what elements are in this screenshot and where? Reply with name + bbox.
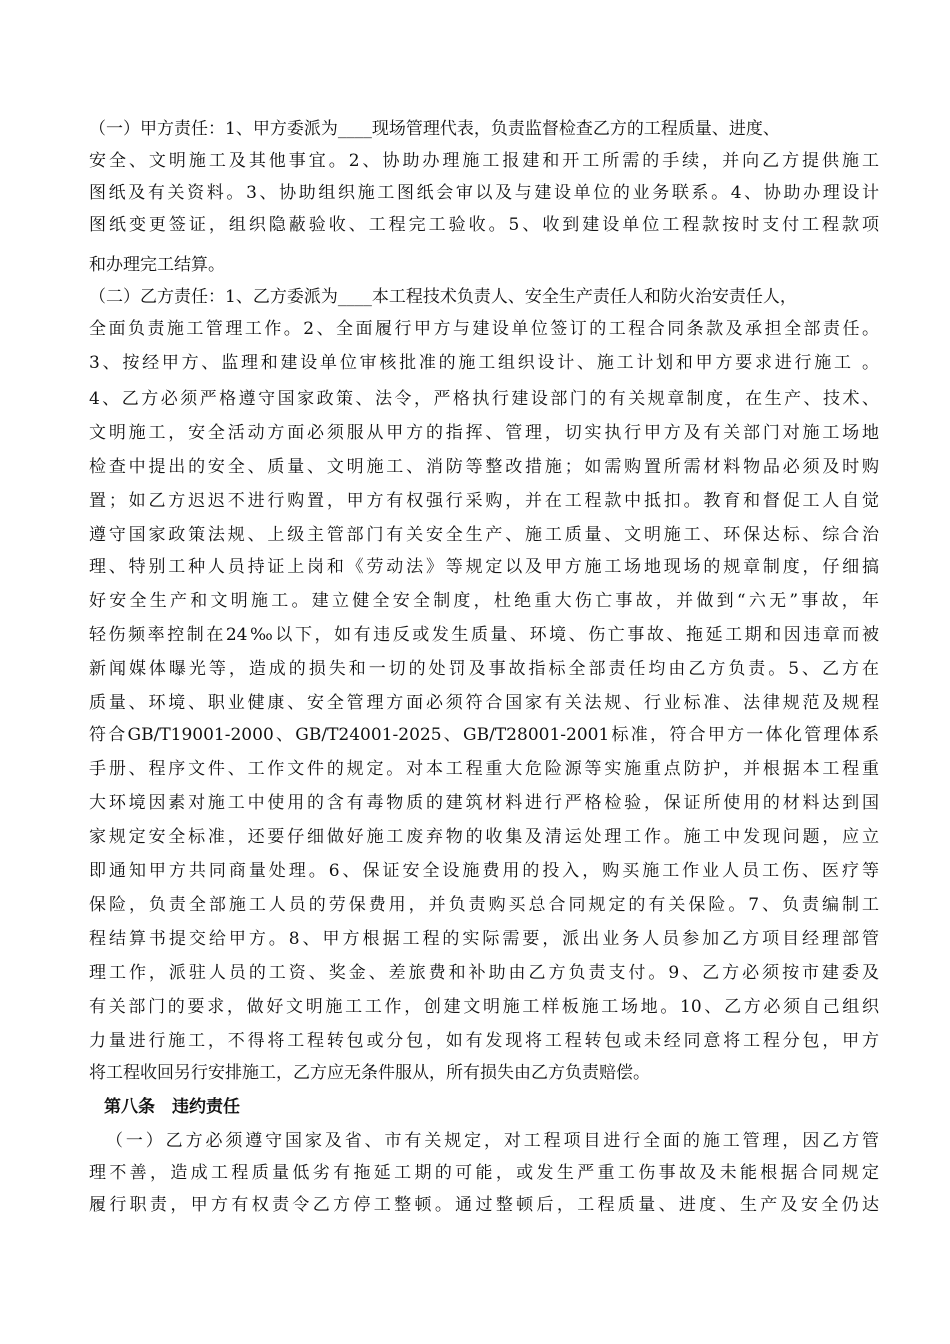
- paragraph-line: 有关部门的要求，做好文明施工工作，创建文明施工样板施工场地。10、乙方必须自己组织: [89, 997, 879, 1017]
- paragraph-line: 全面负责施工管理工作。2、全面履行甲方与建设单位签订的工程合同条款及承担全部责任。: [89, 319, 879, 339]
- paragraph-line: 置；如乙方迟迟不进行购置，甲方有权强行采购，并在工程款中抵扣。教育和督促工人自觉: [89, 491, 879, 511]
- paragraph-line: 遵守国家政策法规、上级主管部门有关安全生产、施工质量、文明施工、环保达标、综合治: [89, 525, 879, 545]
- paragraph-line: （一）甲方责任：1、甲方委派为____现场管理代表，负责监督检查乙方的工程质量、进度、: [89, 119, 780, 139]
- paragraph-line: 手册、程序文件、工作文件的规定。对本工程重大危险源等实施重点防护，并根据本工程重: [89, 759, 879, 779]
- paragraph-line: 4、乙方必须严格遵守国家政策、法令，严格执行建设部门的有关规章制度，在生产、技术、: [89, 389, 879, 409]
- paragraph-line: 轻伤频率控制在24‰以下，如有违反或发生质量、环境、伤亡事故、拖延工期和因违章而被: [89, 625, 879, 645]
- paragraph-line: 图纸变更签证，组织隐蔽验收、工程完工验收。5、收到建设单位工程款按时支付工程款项: [89, 215, 879, 235]
- paragraph-line: （一）乙方必须遵守国家及省、市有关规定，对工程项目进行全面的施工管理，因乙方管: [106, 1131, 879, 1151]
- paragraph-line: 力量进行施工，不得将工程转包或分包，如有发现将工程转包或未经同意将工程分包，甲方: [89, 1031, 879, 1051]
- paragraph-line: 理不善，造成工程质量低劣有拖延工期的可能，或发生严重工伤事故及未能根据合同规定: [89, 1163, 879, 1183]
- paragraph-line: 大环境因素对施工中使用的含有毒物质的建筑材料进行严格检验，保证所使用的材料达到国: [89, 793, 879, 813]
- paragraph-line: 和办理完工结算。: [89, 255, 225, 275]
- paragraph-line: 履行职责，甲方有权责令乙方停工整顿。通过整顿后，工程质量、进度、生产及安全仍达: [89, 1195, 879, 1215]
- paragraph-line: 保险，负责全部施工人员的劳保费用，并负责购买总合同规定的有关保险。7、负责编制工: [89, 895, 879, 915]
- paragraph-line: 将工程收回另行安排施工，乙方应无条件服从，所有损失由乙方负责赔偿。: [89, 1063, 650, 1083]
- article-heading: 第八条 违约责任: [104, 1097, 240, 1117]
- paragraph-line: 理工作，派驻人员的工资、奖金、差旅费和补助由乙方负责支付。9、乙方必须按市建委及: [89, 963, 879, 983]
- paragraph-line: 安全、文明施工及其他事宜。2、协助办理施工报建和开工所需的手续，并向乙方提供施工: [89, 151, 879, 171]
- paragraph-line: 符合GB/T19001-2000、GB/T24001-2025、GB/T28001-2001标准，符合甲方一体化管理体系: [89, 725, 879, 745]
- paragraph-line: 检查中提出的安全、质量、文明施工、消防等整改措施；如需购置所需材料物品必须及时购: [89, 457, 879, 477]
- paragraph-line: 程结算书提交给甲方。8、甲方根据工程的实际需要，派出业务人员参加乙方项目经理部管: [89, 929, 879, 949]
- paragraph-line: 好安全生产和文明施工。建立健全安全制度，杜绝重大伤亡事故，并做到“六无”事故，年: [89, 591, 879, 611]
- paragraph-line: 即通知甲方共同商量处理。6、保证安全设施费用的投入，购买施工作业人员工伤、医疗等: [89, 861, 879, 881]
- paragraph-line: （二）乙方责任：1、乙方委派为____本工程技术负责人、安全生产责任人和防火治安责任人，: [89, 287, 797, 307]
- paragraph-line: 理、特别工种人员持证上岗和《劳动法》等规定以及甲方施工场地现场的规章制度，仔细搞: [89, 557, 879, 577]
- paragraph-line: 质量、环境、职业健康、安全管理方面必须符合国家有关法规、行业标准、法律规范及规程: [89, 693, 879, 713]
- paragraph-line: 图纸及有关资料。3、协助组织施工图纸会审以及与建设单位的业务联系。4、协助办理设计: [89, 183, 879, 203]
- paragraph-line: 3、按经甲方、监理和建设单位审核批准的施工组织设计、施工计划和甲方要求进行施工 。: [89, 353, 879, 373]
- paragraph-line: 家规定安全标准，还要仔细做好施工废弃物的收集及清运处理工作。施工中发现问题，应立: [89, 827, 879, 847]
- paragraph-line: 文明施工，安全活动方面必须服从甲方的指挥、管理，切实执行甲方及有关部门对施工场地: [89, 423, 879, 443]
- paragraph-line: 新闻媒体曝光等，造成的损失和一切的处罚及事故指标全部责任均由乙方负责。5、乙方在: [89, 659, 879, 679]
